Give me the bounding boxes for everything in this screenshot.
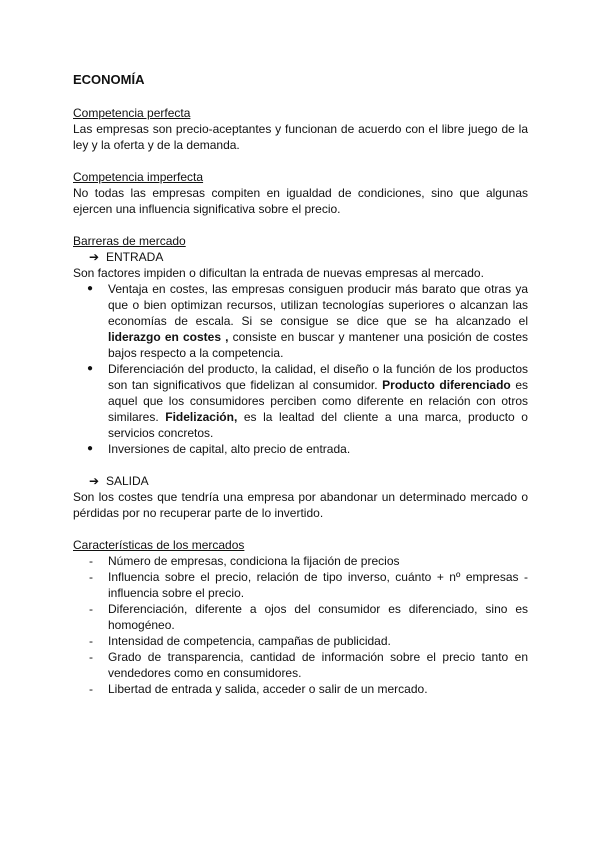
list-item: - Grado de transparencia, cantidad de información sobre el precio tanto en vendedores como en consumidores. <box>73 649 528 681</box>
section-market-barriers <box>73 233 528 521</box>
section-imperfect-competition <box>73 169 528 217</box>
characteristics-list <box>73 553 528 697</box>
bullet-icon: ● <box>87 443 94 454</box>
entry-barriers-list <box>73 281 528 457</box>
exit-subheading <box>73 473 528 489</box>
arrow-right-icon: ➔ <box>89 250 100 264</box>
bullet-icon: ● <box>87 283 94 294</box>
dash-marker: - <box>89 570 93 584</box>
bullet-icon: ● <box>87 363 94 374</box>
section-perfect-competition <box>73 105 528 153</box>
list-item: - Número de empresas, condiciona la fijación de precios <box>73 553 528 569</box>
text-imperfect-competition: No todas las empresas compiten en igualdad de condiciones, sino que algunas ejercen una influencia significativa sobre el precio. <box>73 186 528 216</box>
exit-label: SALIDA <box>106 474 149 488</box>
heading-market-characteristics: Características de los mercados <box>73 538 245 552</box>
dash-marker: - <box>89 650 93 664</box>
dash-marker: - <box>89 602 93 616</box>
entry-label: ENTRADA <box>106 250 164 264</box>
dash-marker: - <box>89 634 93 648</box>
list-item <box>73 281 528 361</box>
text-perfect-competition: Las empresas son precio-aceptantes y funcionan de acuerdo con el libre juego de la ley y la oferta y de la demanda. <box>73 122 528 152</box>
dash-marker: - <box>89 682 93 696</box>
dash-marker: - <box>89 554 93 568</box>
arrow-right-icon: ➔ <box>89 474 100 488</box>
document-page <box>73 72 528 713</box>
list-item: - Influencia sobre el precio, relación de tipo inverso, cuánto + nº empresas -influencia sobre el precio. <box>73 569 528 601</box>
section-market-characteristics <box>73 537 528 697</box>
list-item: - Diferenciación, diferente a ojos del consumidor es diferenciado, sino es homogéneo. <box>73 601 528 633</box>
heading-imperfect-competition: Competencia imperfecta <box>73 170 204 184</box>
list-item: - Intensidad de competencia, campañas de publicidad. <box>73 633 528 649</box>
exit-text: Son los costes que tendría una empresa por abandonar un determinado mercado o pérdidas por no recuperar parte de lo invertido. <box>73 490 528 520</box>
list-item <box>73 441 528 457</box>
heading-market-barriers: Barreras de mercado <box>73 234 186 248</box>
list-item: - Libertad de entrada y salida, acceder o salir de un mercado. <box>73 681 528 697</box>
entry-subheading <box>73 249 528 265</box>
heading-perfect-competition: Competencia perfecta <box>73 106 191 120</box>
bullet-text: Inversiones de capital, alto precio de entrada. <box>108 442 351 456</box>
entry-text: Son factores impiden o dificultan la entrada de nuevas empresas al mercado. <box>73 266 484 280</box>
bullet-text: Ventaja en costes, las empresas consiguen producir más barato que otras ya que o bien optimizan recursos, utilizan tecnologías superiores o alcanzan las economías de escala. Si se consigue se dice que se ha alcanzado el liderazgo en costes , consiste en buscar y mantener una posición de costes bajos respecto a la competencia. <box>108 282 528 360</box>
bullet-text: Diferenciación del producto, la calidad, el diseño o la función de los productos son tan significativos que fidelizan al consumidor. Producto diferenciado es aquel que los consumidores perciben como diferente en relación con otros similares. Fidelización, es la lealtad del cliente a una marca, producto o servicios concretos. <box>108 362 528 440</box>
document-title: ECONOMÍA <box>73 72 145 87</box>
list-item <box>73 361 528 441</box>
